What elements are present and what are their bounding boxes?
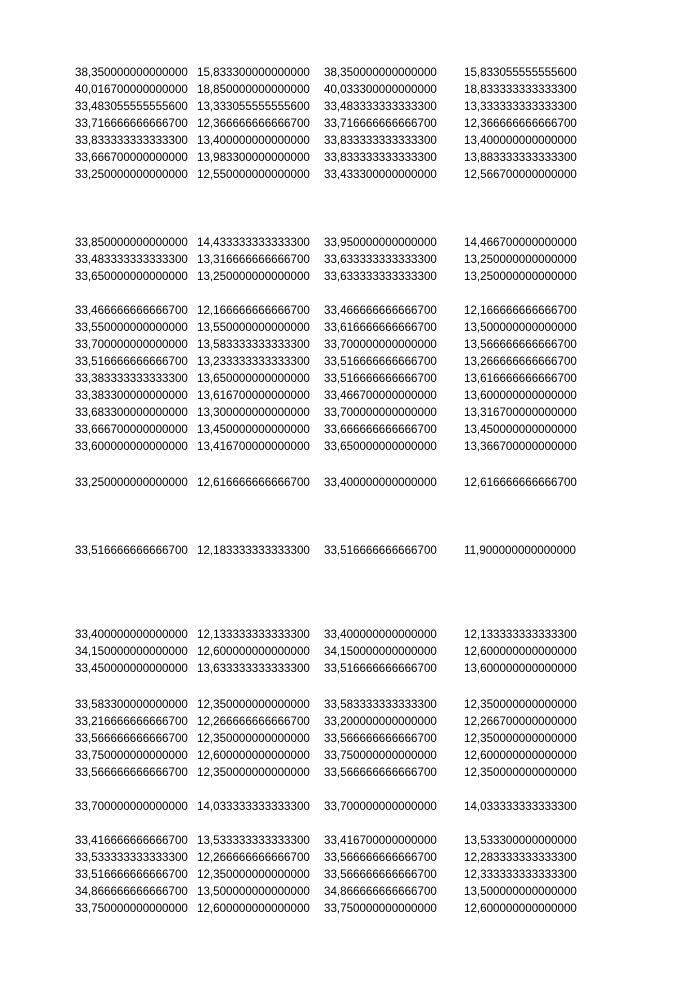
table-cell: 33,833333333333300 <box>75 134 188 147</box>
table-cell: 12,350000000000000 <box>464 766 577 779</box>
table-cell: 12,183333333333300 <box>197 544 310 557</box>
table-cell: 12,600000000000000 <box>464 902 577 915</box>
table-cell: 12,566700000000000 <box>464 168 577 181</box>
table-cell: 13,550000000000000 <box>197 321 310 334</box>
table-row <box>0 730 700 747</box>
table-cell: 13,400000000000000 <box>197 134 310 147</box>
table-cell: 12,550000000000000 <box>197 168 310 181</box>
table-cell: 13,250000000000000 <box>464 270 577 283</box>
table-cell: 33,750000000000000 <box>324 749 437 762</box>
table-cell: 12,266700000000000 <box>464 715 577 728</box>
table-cell: 33,666700000000000 <box>75 423 188 436</box>
table-cell: 33,216666666666700 <box>75 715 188 728</box>
table-cell: 33,850000000000000 <box>75 236 188 249</box>
table-row <box>0 268 700 285</box>
table-row <box>0 166 700 183</box>
table-cell: 12,166666666666700 <box>464 304 577 317</box>
table-cell: 12,350000000000000 <box>197 766 310 779</box>
table-row <box>0 900 700 917</box>
table-cell: 13,400000000000000 <box>464 134 577 147</box>
table-row <box>0 132 700 149</box>
table-cell: 33,583333333333300 <box>324 698 437 711</box>
table-cell: 33,700000000000000 <box>324 406 437 419</box>
table-row <box>0 438 700 455</box>
table-cell: 33,200000000000000 <box>324 715 437 728</box>
table-row <box>0 747 700 764</box>
table-row <box>0 404 700 421</box>
table-cell: 12,266666666666700 <box>197 715 310 728</box>
table-cell: 13,450000000000000 <box>464 423 577 436</box>
table-cell: 33,533333333333300 <box>75 851 188 864</box>
table-row <box>0 696 700 713</box>
table-cell: 33,416666666666700 <box>75 834 188 847</box>
table-row <box>0 302 700 319</box>
table-cell: 33,700000000000000 <box>324 338 437 351</box>
table-cell: 12,350000000000000 <box>197 698 310 711</box>
table-cell: 33,583300000000000 <box>75 698 188 711</box>
table-cell: 11,900000000000000 <box>464 544 576 557</box>
table-cell: 33,650000000000000 <box>75 270 188 283</box>
table-cell: 13,333333333333300 <box>464 100 577 113</box>
table-cell: 13,500000000000000 <box>197 885 310 898</box>
table-cell: 12,600000000000000 <box>197 645 310 658</box>
table-cell: 13,616700000000000 <box>197 389 310 402</box>
table-cell: 12,166666666666700 <box>197 304 310 317</box>
table-cell: 12,616666666666700 <box>197 476 310 489</box>
table-cell: 33,700000000000000 <box>75 800 188 813</box>
table-cell: 13,250000000000000 <box>464 253 577 266</box>
table-cell: 18,833333333333300 <box>464 83 577 96</box>
table-cell: 12,616666666666700 <box>464 476 577 489</box>
table-cell: 33,650000000000000 <box>324 440 437 453</box>
table-row <box>0 370 700 387</box>
table-cell: 13,333055555555600 <box>197 100 310 113</box>
table-cell: 33,566666666666700 <box>75 766 188 779</box>
table-row <box>0 319 700 336</box>
table-cell: 33,666666666666700 <box>324 423 437 436</box>
table-cell: 33,483333333333300 <box>324 100 437 113</box>
table-row <box>0 234 700 251</box>
table-cell: 13,233333333333300 <box>197 355 310 368</box>
table-cell: 13,300000000000000 <box>197 406 310 419</box>
table-cell: 14,033333333333300 <box>464 800 577 813</box>
table-cell: 33,566666666666700 <box>324 851 437 864</box>
table-cell: 33,250000000000000 <box>75 476 188 489</box>
table-cell: 38,350000000000000 <box>324 66 437 79</box>
table-cell: 33,400000000000000 <box>75 628 188 641</box>
table-cell: 15,833300000000000 <box>197 66 310 79</box>
table-cell: 13,366700000000000 <box>464 440 577 453</box>
table-cell: 33,516666666666700 <box>324 355 437 368</box>
table-cell: 33,566666666666700 <box>324 766 437 779</box>
table-cell: 13,600000000000000 <box>464 662 577 675</box>
table-cell: 33,950000000000000 <box>324 236 437 249</box>
table-cell: 13,450000000000000 <box>197 423 310 436</box>
table-cell: 33,700000000000000 <box>75 338 188 351</box>
table-cell: 33,750000000000000 <box>75 902 188 915</box>
table-cell: 13,566666666666700 <box>464 338 577 351</box>
table-cell: 13,500000000000000 <box>464 885 577 898</box>
table-row <box>0 81 700 98</box>
table-cell: 33,833333333333300 <box>324 134 437 147</box>
table-cell: 33,833333333333300 <box>324 151 437 164</box>
table-cell: 34,866666666666700 <box>324 885 437 898</box>
table-cell: 13,533333333333300 <box>197 834 310 847</box>
table-cell: 13,600000000000000 <box>464 389 577 402</box>
table-cell: 33,550000000000000 <box>75 321 188 334</box>
table-row <box>0 474 700 491</box>
table-row <box>0 849 700 866</box>
table-cell: 33,516666666666700 <box>324 662 437 675</box>
table-cell: 33,716666666666700 <box>324 117 437 130</box>
table-row <box>0 251 700 268</box>
table-cell: 13,883333333333300 <box>464 151 577 164</box>
table-cell: 14,466700000000000 <box>464 236 577 249</box>
table-cell: 12,333333333333300 <box>464 868 577 881</box>
table-cell: 13,983300000000000 <box>197 151 310 164</box>
table-cell: 34,150000000000000 <box>324 645 437 658</box>
table-row <box>0 98 700 115</box>
table-row <box>0 883 700 900</box>
table-cell: 13,616666666666700 <box>464 372 577 385</box>
table-cell: 33,516666666666700 <box>75 868 188 881</box>
table-cell: 33,566666666666700 <box>324 732 437 745</box>
table-cell: 12,133333333333300 <box>197 628 310 641</box>
table-row <box>0 387 700 404</box>
table-cell: 33,383333333333300 <box>75 372 188 385</box>
table-cell: 13,583333333333300 <box>197 338 310 351</box>
table-cell: 33,516666666666700 <box>324 372 437 385</box>
table-cell: 12,350000000000000 <box>464 698 577 711</box>
table-row <box>0 798 700 815</box>
table-row <box>0 626 700 643</box>
table-cell: 33,416700000000000 <box>324 834 437 847</box>
table-cell: 12,133333333333300 <box>464 628 577 641</box>
table-cell: 12,350000000000000 <box>197 732 310 745</box>
table-cell: 33,683300000000000 <box>75 406 188 419</box>
table-row <box>0 542 700 559</box>
table-cell: 34,866666666666700 <box>75 885 188 898</box>
table-cell: 33,516666666666700 <box>75 355 188 368</box>
table-row <box>0 764 700 781</box>
table-row <box>0 336 700 353</box>
table-row <box>0 353 700 370</box>
table-cell: 12,600000000000000 <box>197 749 310 762</box>
table-cell: 33,483055555555600 <box>75 100 188 113</box>
table-cell: 33,566666666666700 <box>75 732 188 745</box>
table-row <box>0 866 700 883</box>
table-cell: 33,616666666666700 <box>324 321 437 334</box>
table-cell: 33,633333333333300 <box>324 253 437 266</box>
table-cell: 13,500000000000000 <box>464 321 577 334</box>
table-row <box>0 643 700 660</box>
table-cell: 13,250000000000000 <box>197 270 310 283</box>
table-row <box>0 660 700 677</box>
table-cell: 13,416700000000000 <box>197 440 310 453</box>
table-cell: 13,650000000000000 <box>197 372 310 385</box>
table-cell: 33,483333333333300 <box>75 253 188 266</box>
table-cell: 14,033333333333300 <box>197 800 310 813</box>
table-row <box>0 64 700 81</box>
table-cell: 33,383300000000000 <box>75 389 188 402</box>
table-cell: 33,566666666666700 <box>324 868 437 881</box>
table-cell: 33,600000000000000 <box>75 440 188 453</box>
table-cell: 14,433333333333300 <box>197 236 310 249</box>
table-cell: 12,366666666666700 <box>464 117 577 130</box>
table-row <box>0 421 700 438</box>
table-cell: 38,350000000000000 <box>75 66 188 79</box>
table-cell: 13,316666666666700 <box>197 253 310 266</box>
table-cell: 33,750000000000000 <box>75 749 188 762</box>
table-cell: 12,600000000000000 <box>197 902 310 915</box>
table-cell: 12,366666666666700 <box>197 117 310 130</box>
table-cell: 40,016700000000000 <box>75 83 188 96</box>
table-cell: 33,666700000000000 <box>75 151 188 164</box>
table-cell: 33,516666666666700 <box>75 544 188 557</box>
table-cell: 33,400000000000000 <box>324 628 437 641</box>
table-cell: 33,633333333333300 <box>324 270 437 283</box>
table-cell: 12,350000000000000 <box>464 732 577 745</box>
table-cell: 12,266666666666700 <box>197 851 310 864</box>
table-row <box>0 832 700 849</box>
table-cell: 33,750000000000000 <box>324 902 437 915</box>
table-cell: 33,716666666666700 <box>75 117 188 130</box>
table-cell: 33,433300000000000 <box>324 168 437 181</box>
table-cell: 13,316700000000000 <box>464 406 577 419</box>
table-cell: 33,250000000000000 <box>75 168 188 181</box>
table-cell: 34,150000000000000 <box>75 645 188 658</box>
table-cell: 33,466666666666700 <box>324 304 437 317</box>
table-row <box>0 115 700 132</box>
table-cell: 33,700000000000000 <box>324 800 437 813</box>
table-cell: 33,516666666666700 <box>324 544 437 557</box>
table-cell: 12,283333333333300 <box>464 851 577 864</box>
table-cell: 12,600000000000000 <box>464 749 577 762</box>
table-cell: 12,600000000000000 <box>464 645 577 658</box>
table-cell: 18,850000000000000 <box>197 83 310 96</box>
table-cell: 12,350000000000000 <box>197 868 310 881</box>
table-cell: 33,400000000000000 <box>324 476 437 489</box>
table-row <box>0 149 700 166</box>
table-row <box>0 713 700 730</box>
table-cell: 33,466666666666700 <box>75 304 188 317</box>
table-cell: 15,833055555555600 <box>464 66 577 79</box>
table-cell: 33,466700000000000 <box>324 389 437 402</box>
table-cell: 13,266666666666700 <box>464 355 577 368</box>
table-cell: 13,633333333333300 <box>197 662 310 675</box>
table-cell: 13,533300000000000 <box>464 834 577 847</box>
table-cell: 33,450000000000000 <box>75 662 188 675</box>
table-cell: 40,033300000000000 <box>324 83 437 96</box>
